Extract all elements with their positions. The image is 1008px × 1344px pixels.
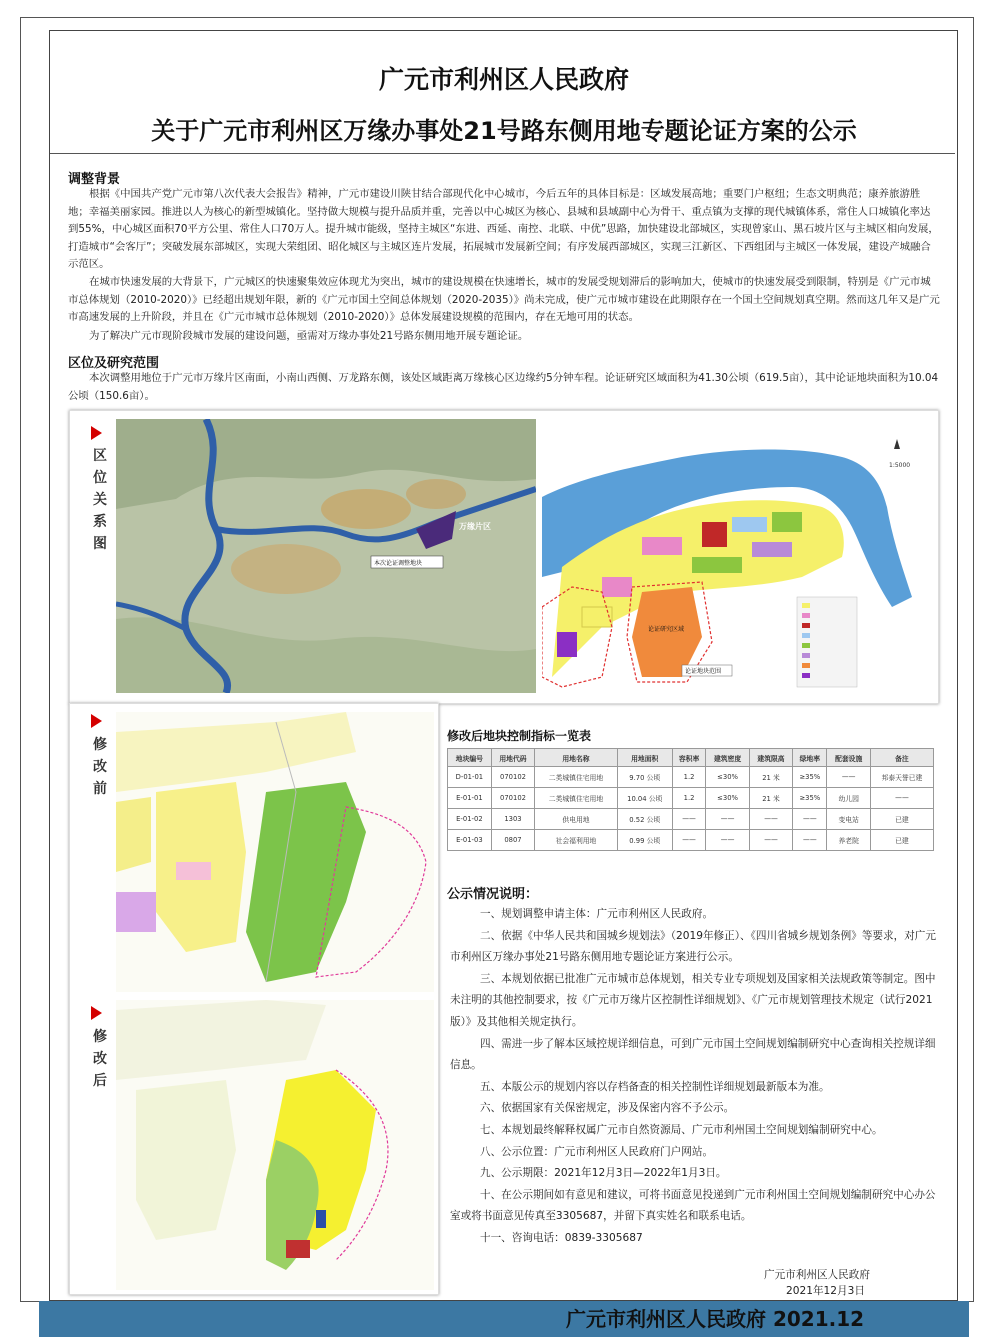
notice-item: 九、公示期限：2021年12月3日—2022年1月3日。 [480, 1167, 727, 1180]
table-cell: —— [793, 809, 827, 830]
plot-range-map-label: 论证地块范围 [685, 668, 722, 675]
notice-list [450, 904, 940, 1250]
site-map-label: 本次论证调整地块 [374, 560, 423, 567]
table-cell: 9.70 公顷 [617, 767, 672, 788]
table-cell: 070102 [491, 788, 534, 809]
location-map-panel [69, 410, 939, 704]
location-map-label: 区位关系图 [93, 448, 107, 552]
table-header-row [448, 749, 934, 767]
signature-date: 2021年12月3日 [786, 1285, 865, 1297]
after-map [116, 1000, 434, 1290]
table-cell: 0.99 公顷 [617, 830, 672, 851]
table-cell: —— [749, 830, 792, 851]
before-after-panel [69, 703, 439, 1295]
table-cell: —— [870, 788, 933, 809]
table-cell: 幼儿园 [827, 788, 870, 809]
table-cell: 邦泰天誉已建 [870, 767, 933, 788]
table-cell: 变电站 [827, 809, 870, 830]
table-header: 用地名称 [535, 749, 618, 767]
table-cell: —— [706, 809, 749, 830]
table-row [448, 788, 934, 809]
table-cell: —— [793, 830, 827, 851]
table-cell: D-01-01 [448, 767, 492, 788]
notice-item: 七、本规划最终解释权属广元市自然资源局、广元市利州国土空间规划编制研究中心。 [480, 1123, 883, 1136]
table-cell: 已建 [870, 830, 933, 851]
notice-item: 四、需进一步了解本区域控规详细信息，可到广元市国土空间规划编制研究中心查询相关控规详细信息。 [450, 1037, 936, 1072]
table-cell: 1.2 [672, 788, 706, 809]
table-header: 容积率 [672, 749, 706, 767]
footer-text: 广元市利州区人民政府 2021.12 [566, 1307, 865, 1331]
background-heading: 调整背景 [68, 172, 121, 187]
before-map [116, 712, 434, 992]
table-row [448, 809, 934, 830]
table-cell: E-01-02 [448, 809, 492, 830]
red-arrow-icon [91, 426, 102, 440]
before-label: 修改前 [93, 737, 107, 797]
notice-heading: 公示情况说明： [447, 887, 539, 902]
page-title: 广元市利州区人民政府 [378, 65, 629, 94]
table-header: 备注 [870, 749, 933, 767]
table-cell: 10.04 公顷 [617, 788, 672, 809]
table-cell: 0807 [491, 830, 534, 851]
table-cell: 1303 [491, 809, 534, 830]
study-area-map-label: 论证研究区域 [648, 626, 685, 633]
table-header: 配套设施 [827, 749, 870, 767]
table-cell: E-01-01 [448, 788, 492, 809]
table-cell: 社会福利用地 [535, 830, 618, 851]
table-cell: 070102 [491, 767, 534, 788]
land-use-plan-map [542, 427, 934, 695]
control-index-table [447, 748, 934, 851]
table-cell: 21 米 [749, 767, 792, 788]
table-row [448, 767, 934, 788]
notice-item: 三、本规划依据已批准广元市城市总体规划，相关专业专项规划及国家相关法规政策等制定。图中未注明的其他控制要求，按《广元市万缘片区控制性详细规划》、《广元市规划管理技术规定（试行2021版）》及其他相关规定执行。 [450, 972, 936, 1028]
table-cell: 二类城镇住宅用地 [535, 767, 618, 788]
table-cell: E-01-03 [448, 830, 492, 851]
notice-item: 八、公示位置：广元市利州区人民政府门户网站。 [480, 1145, 714, 1158]
location-paragraph: 本次调整用地位于广元市万缘片区南面，小南山西侧、万龙路东侧，该处区域距离万缘核心区边缘约5分钟车程。论证研究区域面积为41.30公顷（619.5亩），其中论证地块面积为10.04公顷（150.6亩）。 [68, 372, 939, 402]
wanyuan-map-label: 万缘片区 [459, 522, 491, 531]
table-title: 修改后地块控制指标一览表 [447, 729, 592, 743]
table-cell: 21 米 [749, 788, 792, 809]
table-header: 用地代码 [491, 749, 534, 767]
table-cell: —— [672, 830, 706, 851]
red-arrow-icon [91, 714, 102, 728]
table-cell: ≤30% [706, 767, 749, 788]
table-header: 建筑限高 [749, 749, 792, 767]
table-row [448, 830, 934, 851]
table-cell: —— [672, 809, 706, 830]
background-paragraph-1: 根据《中国共产党广元市第八次代表大会报告》精神，广元市建设川陕甘结合部现代化中心城市，今后五年的具体目标是：区域发展高地；重要门户枢纽；生态文明典范；康养旅游胜地；幸福美丽家园。推进以人为核心的新型城镇化。坚持做大规模与提升品质并重，完善以中心城区为核心、县城和县域副中心为骨干、重点镇为支撑的现代城镇体系，常住人口城镇化率达到55%，中心城区面积70平方公里、常住人口70万人。提升城市能级，坚持主城区“东进、西延、南控、北联、中优”思路，加快建设北部城区，实现曾家山、黑石坡片区与主城区相向发展，打造城市“会客厅”；突破发展东部城区，实现大荣组团、昭化城区与主城区连片发展，拓展城市发展新空间；有序发展西部城区，实现三江新区、下西组团与主城区一体发展，建设产城融合示范区。 [68, 188, 939, 271]
red-arrow-icon [91, 1006, 102, 1020]
table-cell: ≤30% [706, 788, 749, 809]
table-cell: ≥35% [793, 767, 827, 788]
table-header: 建筑密度 [706, 749, 749, 767]
notice-item: 六、依据国家有关保密规定，涉及保密内容不予公示。 [480, 1102, 735, 1115]
table-cell: —— [827, 767, 870, 788]
table-cell: —— [749, 809, 792, 830]
notice-item: 二、依据《中华人民共和国城乡规划法》（2019年修正）、《四川省城乡规划条例》等要求，对广元市利州区万缘办事处21号路东侧用地专题论证方案进行公示。 [450, 929, 936, 964]
table-cell: 供电用地 [535, 809, 618, 830]
scale-label: 1:5000 [889, 462, 911, 469]
location-satellite-map [116, 419, 536, 693]
notice-item: 五、本版公示的规划内容以存档备查的相关控制性详细规划最新版本为准。 [480, 1080, 830, 1093]
after-label: 修改后 [93, 1029, 107, 1089]
table-header: 地块编号 [448, 749, 492, 767]
notice-item: 十一、咨询电话：0839-3305687 [480, 1231, 643, 1244]
notice-item: 一、规划调整申请主体：广元市利州区人民政府。 [480, 908, 714, 920]
table-cell: 二类城镇住宅用地 [535, 788, 618, 809]
table-header: 绿地率 [793, 749, 827, 767]
table-cell: 已建 [870, 809, 933, 830]
notice-item: 十、在公示期间如有意见和建议，可将书面意见投递到广元市利州国土空间规划编制研究中心办公室或将书面意见传真至3305687，并留下真实姓名和联系电话。 [450, 1188, 936, 1223]
table-cell: 1.2 [672, 767, 706, 788]
table-cell: ≥35% [793, 788, 827, 809]
location-heading: 区位及研究范围 [68, 356, 160, 371]
table-header: 用地面积 [617, 749, 672, 767]
page-subtitle: 关于广元市利州区万缘办事处21号路东侧用地专题论证方案的公示 [151, 117, 857, 145]
signature: 广元市利州区人民政府 [764, 1269, 870, 1281]
background-paragraph-3: 为了解决广元市现阶段城市发展的建设问题，亟需对万缘办事处21号路东侧用地开展专题论证。 [89, 330, 529, 342]
background-paragraph-2: 在城市快速发展的大背景下，广元城区的快速聚集效应体现尤为突出，城市的建设规模在快速增长，城市的发展受规划滞后的影响加大，使城市的快速发展受到限制，特别是《广元市城市总体规划（2010-2020）》已经超出规划年限，新的《广元市国土空间总体规划（2020-2035）》尚未完成，使广元市城市建设在此期限存在一个国土空间规划真空期。然而这几年又是广元市高速发展的上升阶段，并且在《广元市城市总体规划（2010-2020）》总体发展建设规模的范围内，存在无地可用的状态。 [68, 276, 940, 324]
table-cell: —— [706, 830, 749, 851]
table-cell: 养老院 [827, 830, 870, 851]
table-cell: 0.52 公顷 [617, 809, 672, 830]
title-divider [50, 153, 955, 154]
